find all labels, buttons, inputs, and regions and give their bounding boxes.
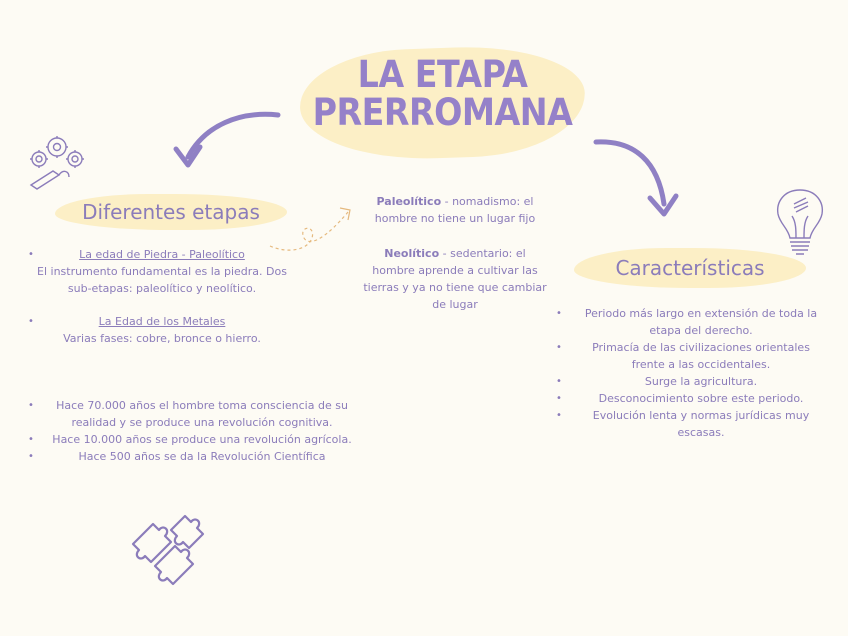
left-facts <box>28 397 356 465</box>
paleolitico-term: Paleolítico <box>376 195 442 208</box>
stage-1-title: La edad de Piedra - Paleolítico <box>79 248 245 261</box>
left-heading: Diferentes etapas <box>55 194 287 230</box>
page-title <box>300 48 585 158</box>
list-item: • Surge la agricultura. <box>556 373 828 390</box>
list-item: • Hace 10.000 años se produce una revolución agrícola. <box>28 431 356 448</box>
right-heading: Características <box>574 248 806 288</box>
neolitico-term: Neolítico <box>384 247 440 260</box>
list-item: • Hace 500 años se da la Revolución Científica <box>28 448 356 465</box>
list-item: • Primacía de las civilizaciones orientales frente a las occidentales. <box>556 339 828 373</box>
list-item: • Hace 70.000 años el hombre toma consciencia de su realidad y se produce una revolución cognitiva. <box>28 397 356 431</box>
center-notes <box>362 193 548 313</box>
list-item <box>28 313 296 330</box>
list-item: • Periodo más largo en extensión de toda la etapa del derecho. <box>556 305 828 339</box>
arrow-left-icon <box>170 105 290 175</box>
list-item: • Evolución lenta y normas jurídicas muy escasas. <box>556 407 828 441</box>
neolitico-note <box>362 245 548 313</box>
stage-2-desc: Varias fases: cobre, bronce o hierro. <box>63 332 261 345</box>
left-stages <box>28 246 296 347</box>
lightbulb-icon <box>772 186 828 260</box>
puzzle-icon <box>125 510 215 588</box>
neolitico-desc: - sedentario: el hombre aprende a cultivar las tierras y ya no tiene que cambiar de lugar <box>363 247 547 311</box>
list-item: • Desconocimiento sobre este periodo. <box>556 390 828 407</box>
paleolitico-note <box>362 193 548 227</box>
title-line-1: LA ETAPA <box>357 53 528 96</box>
arrow-right-icon <box>590 132 690 222</box>
stage-2-title: La Edad de los Metales <box>98 315 226 328</box>
list-item <box>28 246 296 263</box>
title-line-2: PRERROMANA <box>312 91 573 134</box>
gears-icon <box>25 133 91 191</box>
characteristics-list <box>556 305 828 441</box>
paleolitico-desc: - nomadismo: el hombre no tiene un lugar fijo <box>374 195 536 225</box>
stage-1-desc: El instrumento fundamental es la piedra. Dos sub-etapas: paleolítico y neolítico. <box>37 265 287 295</box>
